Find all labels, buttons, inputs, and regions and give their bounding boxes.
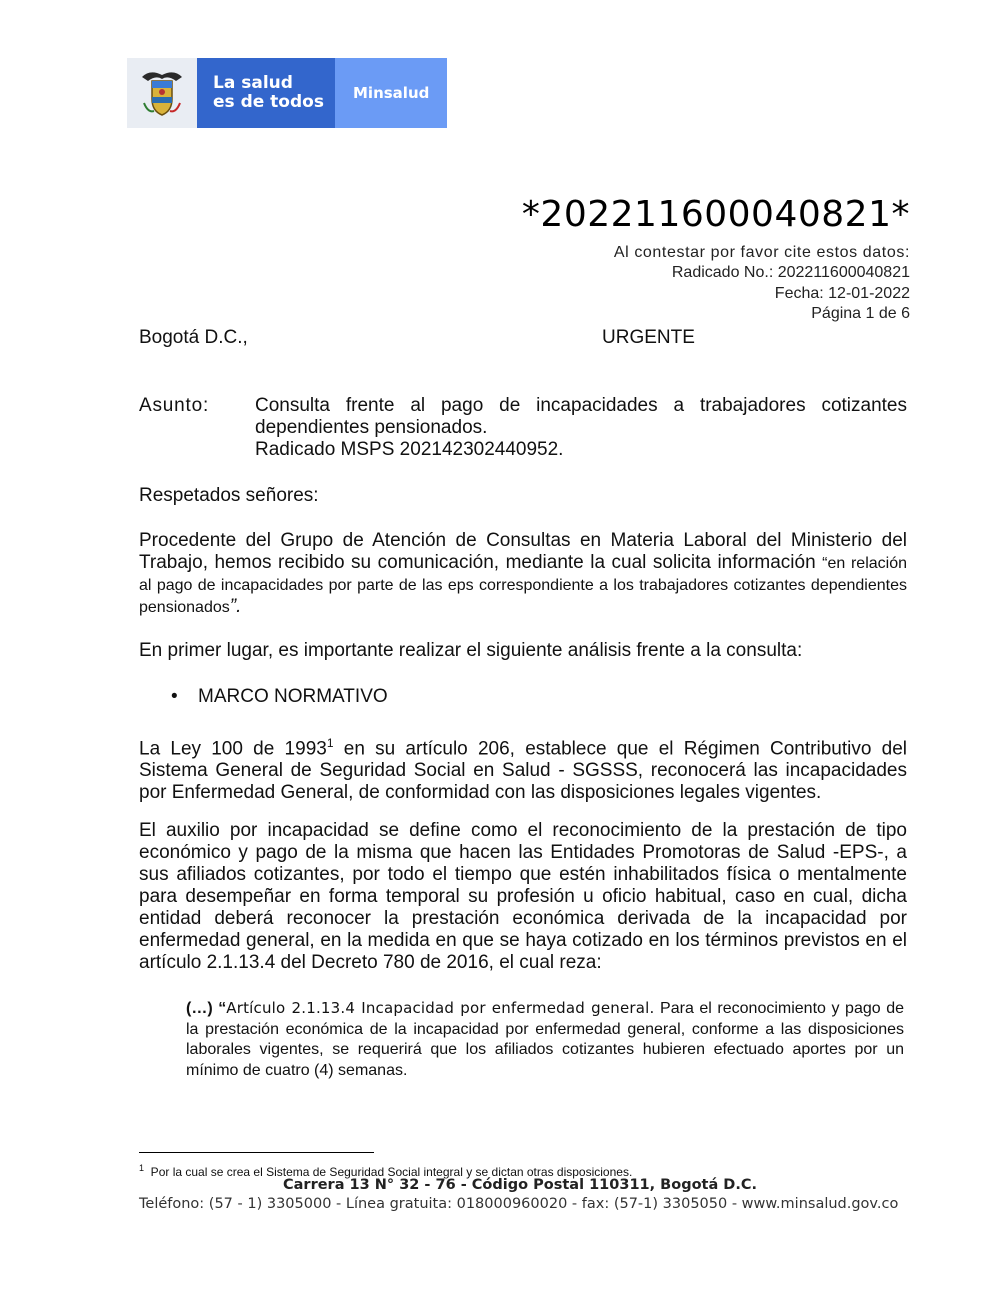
logo-slogan (197, 58, 335, 128)
paragraph-analysis: En primer lugar, es importante realizar el siguiente análisis frente a la consulta: (139, 640, 803, 661)
footnote-divider (139, 1152, 374, 1153)
logo-slogan-line-2: es de todos (213, 92, 324, 112)
paragraph-ley-100-rest: en su artículo 206, establece que el Régimen Contributivo del Sistema General de Seguridad Social en Salud - SGSSS, reconocerá las incapacidades por Enfermedad General, de conformidad con las disposiciones legales vigentes. (139, 738, 907, 804)
radicado-barcode-text: *202211600040821* (521, 194, 910, 235)
quote-body: Para el reconocimiento y pago de la prestación económica de la incapacidad por enfermedad general, conforme a las disposiciones laborales vigentes, se requerirá que los afiliados cotizantes hubieren efectuado aportes por un mínimo de cuatro (4) semanas. (186, 1000, 905, 1079)
bullet-marker: • (171, 686, 178, 707)
logo-slogan-line-1: La salud (213, 73, 293, 93)
radicado-date: Fecha: 12-01-2022 (774, 285, 910, 302)
page-indicator: Página 1 de 6 (811, 305, 910, 322)
logo-ministry: Minsalud (335, 58, 447, 128)
subject-label: Asunto: (139, 395, 210, 416)
city-line: Bogotá D.C., (139, 327, 248, 348)
paragraph-auxilio: El auxilio por incapacidad se define como el reconocimiento de la prestación de tipo económico y pago de la misma que hacen las Entidades Promotoras de Salud -EPS-, a sus afiliados cotizantes, por todo el tiempo que estén inhabilitados física o mentalmente para desempeñar en forma temporal su profesión u oficio habitual, caso en cual, dicha entidad deberá reconocer la prestación económica derivada de la incapacidad por enfermedad general, en la medida en que se haya cotizado en los términos previstos en el artículo 2.1.13.4 del Decreto 780 de 2016, el cual reza: (139, 820, 907, 973)
colombia-coat-of-arms-icon (138, 67, 186, 119)
paragraph-ley-100 (139, 732, 907, 804)
subject-line-2: Radicado MSPS 202142302440952. (255, 439, 564, 460)
paragraph-ley-100-start: La Ley 100 de 1993 (139, 738, 327, 760)
priority-label: URGENTE (602, 327, 695, 348)
quote-article-title: Artículo 2.1.13.4 Incapacidad por enfermedad general. (226, 999, 655, 1017)
radicado-number: Radicado No.: 202211600040821 (671, 264, 910, 281)
subject-text (255, 395, 907, 461)
minsalud-logo (127, 58, 447, 128)
footnote-marker: 1 (139, 1163, 145, 1173)
paragraph-intro (139, 530, 907, 618)
paragraph-intro-quote-end: ”. (229, 596, 242, 617)
footnote-text: Por la cual se crea el Sistema de Seguridad Social integral y se dictan otras disposiciones. (144, 1165, 633, 1179)
paragraph-intro-quote: “en relación al pago de incapacidades por parte de las eps correspondiente a los trabajadores cotizantes dependientes pensionados (139, 555, 907, 616)
footer-contact: Teléfono: (57 - 1) 3305000 - Línea gratuita: 018000960020 - fax: (57-1) 3305050 - www.minsalud.gov.co (139, 1196, 899, 1212)
bullet-item-marco-normativo: MARCO NORMATIVO (198, 686, 388, 707)
greeting: Respetados señores: (139, 485, 319, 506)
footnote-reference: 1 (326, 736, 334, 750)
quoted-article (186, 998, 904, 1081)
crest-container (127, 58, 197, 128)
paragraph-intro-main: Procedente del Grupo de Atención de Consultas en Materia Laboral del Ministerio del Trabajo, hemos recibido su comunicación, mediante la cual solicita información (139, 530, 907, 573)
footer-address: Carrera 13 N° 32 - 76 - Código Postal 110311, Bogotá D.C. (283, 1177, 757, 1193)
cite-instructions: Al contestar por favor cite estos datos: (613, 244, 910, 261)
subject-line-1: Consulta frente al pago de incapacidades a trabajadores cotizantes dependientes pensionados. (255, 395, 907, 438)
quote-prefix: (…) “ (186, 1000, 227, 1017)
